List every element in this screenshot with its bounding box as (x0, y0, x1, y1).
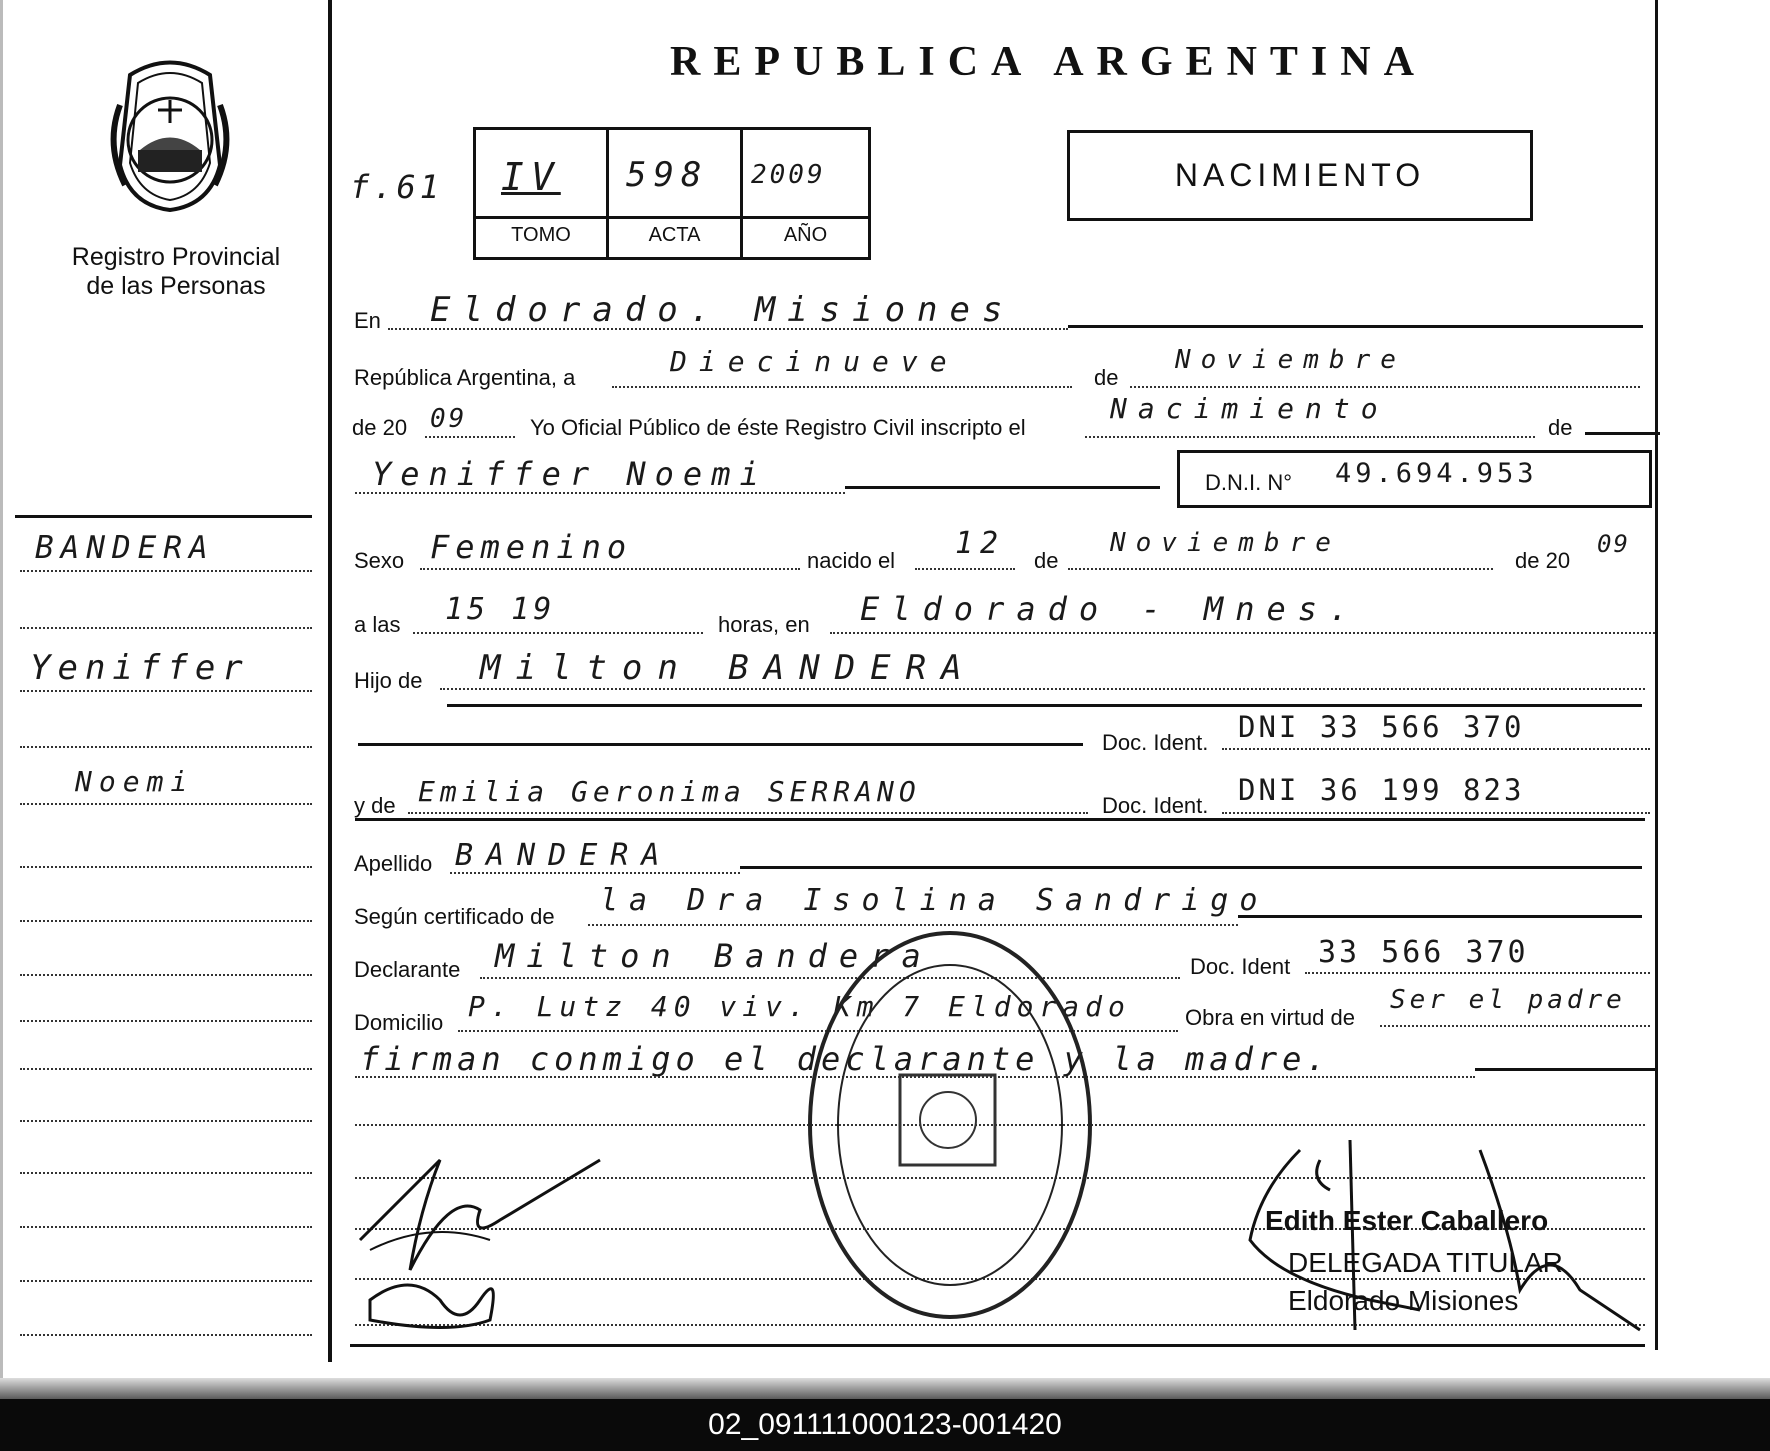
field-line (740, 866, 1642, 869)
oficial-text: Yo Oficial Público de éste Registro Civil inscripto el (530, 415, 1026, 440)
madre-value: Emilia Geronima SERRANO (418, 775, 921, 808)
yde-label: y de (354, 793, 396, 818)
inscripto-value: Nacimiento (1110, 392, 1389, 425)
field-line (358, 743, 1083, 746)
declarant-signature (350, 1150, 620, 1340)
margin-line (20, 1226, 312, 1228)
margin-line (20, 974, 312, 976)
hora-value: 15 19 (445, 592, 556, 627)
declarante-value: Milton Bandera (495, 937, 933, 975)
margin-line (20, 866, 312, 868)
field-line (413, 632, 703, 634)
tomo-label: TOMO (511, 224, 571, 246)
de-label-3: de (1034, 548, 1059, 573)
nota-value: firman conmigo el declarante y la madre. (360, 1040, 1331, 1078)
official-location: Eldorado Misiones (1288, 1285, 1519, 1316)
left-panel (0, 0, 330, 1370)
domicilio-label: Domicilio (354, 1010, 444, 1035)
margin-line (20, 746, 312, 748)
field-line (1130, 386, 1640, 388)
field-line (420, 568, 800, 570)
padre-doc: DNI 33 566 370 (1238, 710, 1525, 744)
margin-surname: BANDERA (35, 530, 215, 566)
margin-line (20, 570, 312, 572)
nacido-anio: 09 (1597, 530, 1630, 558)
field-line (830, 632, 1655, 634)
republica-label: República Argentina, a (354, 365, 576, 390)
margin-line (20, 920, 312, 922)
official-title: DELEGADA TITULAR (1288, 1247, 1563, 1278)
field-line (408, 812, 1088, 814)
dni-label: D.N.I. N° (1205, 470, 1293, 495)
field-line (1222, 812, 1650, 814)
de-label-2: de (1548, 415, 1573, 440)
anio-value: 2009 (751, 160, 826, 190)
acta-label: ACTA (648, 224, 701, 246)
field-line (915, 568, 1015, 570)
horas-en-label: horas, en (718, 612, 810, 637)
country-title: REPUBLICA ARGENTINA (670, 39, 1427, 85)
field-line (1068, 568, 1493, 570)
field-line (1085, 436, 1535, 438)
margin-line (20, 1280, 312, 1282)
sexo-label: Sexo (354, 548, 405, 573)
certificado-value: la Dra Isolina Sandrigo (600, 883, 1269, 918)
doc-ident-label-2: Doc. Ident. (1102, 793, 1209, 818)
lugar-value: Eldorado - Mnes. (860, 590, 1361, 628)
document-id-bar (0, 1399, 1770, 1451)
margin-line (20, 1120, 312, 1122)
de20-label: de 20 (1515, 548, 1571, 573)
nacido-dia: 12 (955, 526, 1006, 561)
margin-line (20, 1172, 312, 1174)
registry-name-line2: de las Personas (86, 272, 266, 300)
scan-edge (0, 1378, 1770, 1400)
madre-doc: DNI 36 199 823 (1238, 773, 1525, 807)
margin-middlename: Noemi (75, 765, 195, 798)
left-panel-top-rule (15, 515, 312, 518)
field-line (355, 818, 1645, 821)
apellido-value: BANDERA (455, 838, 673, 873)
de-label: de (1094, 365, 1119, 390)
field-line (1238, 915, 1642, 918)
margin-line (20, 1068, 312, 1070)
en-value: Eldorado. Misiones (430, 290, 1015, 330)
doc-ident-label: Doc. Ident. (1102, 730, 1209, 755)
obra-value: Ser el padre (1390, 985, 1626, 1015)
sexo-value: Femenino (430, 528, 633, 566)
margin-line (20, 1334, 312, 1336)
dni-box (1177, 450, 1652, 508)
nacido-label: nacido el (807, 548, 896, 573)
record-type: NACIMIENTO (1174, 157, 1426, 193)
margin-firstname: Yeniffer (30, 648, 250, 688)
field-line (1585, 432, 1660, 435)
acta-value: 598 (626, 155, 709, 195)
field-line (447, 704, 1642, 707)
folio-note: f.61 (350, 168, 444, 206)
declarante-label: Declarante (354, 957, 461, 982)
nombre-value: Yeniffer Noemi (372, 455, 768, 493)
obra-label: Obra en virtud de (1185, 1005, 1355, 1030)
field-line (612, 386, 1072, 388)
alas-label: a las (354, 612, 401, 637)
official-signature (1220, 1130, 1660, 1350)
document-id: 02_091111000123-001420 (708, 1408, 1062, 1441)
nacido-mes: Noviembre (1110, 528, 1341, 558)
segun-label: Según certificado de (354, 904, 555, 929)
margin-line (20, 1020, 312, 1022)
anio-value-line: 09 (430, 404, 468, 434)
record-number-box (473, 127, 871, 260)
anio-prefix-label: de 20 (352, 415, 408, 440)
field-line (1475, 1068, 1655, 1071)
field-line (1380, 1025, 1650, 1027)
domicilio-value: P. Lutz 40 viv. Km 7 Eldorado (468, 990, 1131, 1023)
en-label: En (354, 308, 381, 333)
apellido-label: Apellido (354, 851, 433, 876)
panel-divider (328, 0, 332, 1362)
field-line (845, 486, 1160, 489)
field-line (425, 436, 515, 438)
field-line (1222, 748, 1650, 750)
margin-line (20, 690, 312, 692)
field-line (1068, 325, 1643, 328)
anio-label: AÑO (783, 224, 828, 246)
field-line (440, 688, 1645, 690)
dia-value: Diecinueve (670, 345, 959, 378)
dni-value: 49.694.953 (1335, 458, 1538, 489)
official-name: Edith Ester Caballero (1265, 1205, 1549, 1236)
record-type-box (1067, 130, 1533, 221)
hijo-label: Hijo de (354, 668, 423, 693)
official-stamp (800, 925, 1100, 1325)
field-line (355, 492, 845, 494)
field-line (1305, 972, 1650, 974)
province-seal-logo (90, 55, 250, 215)
registry-name-line1: Registro Provincial (71, 243, 281, 271)
margin-line (20, 803, 312, 805)
margin-line (20, 627, 312, 629)
mes-value: Noviembre (1175, 345, 1406, 375)
declarante-doc: 33 566 370 (1318, 935, 1529, 970)
padre-value: Milton BANDERA (480, 648, 977, 688)
tomo-value: IV (501, 155, 561, 199)
doc-ident-label-3: Doc. Ident (1190, 954, 1291, 979)
